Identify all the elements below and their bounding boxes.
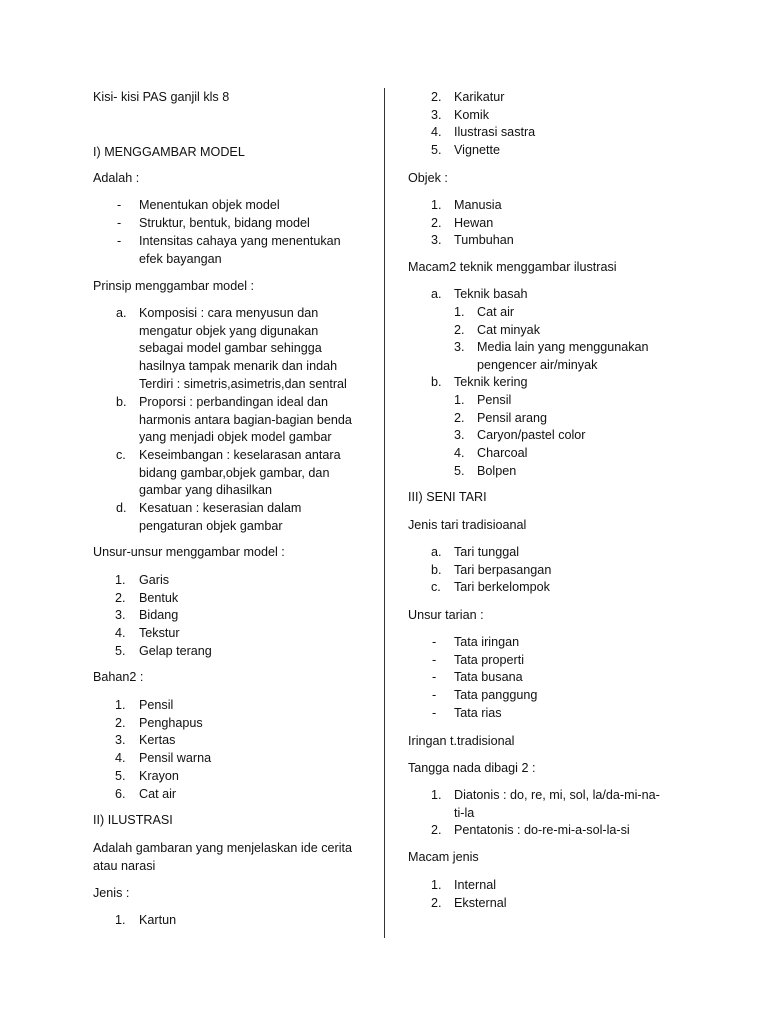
diatonis-text: ti-la — [454, 806, 475, 820]
list-item-text: gambar yang dihasilkan — [139, 483, 273, 498]
list-item-text: sebagai model gambar sehingga — [139, 341, 322, 356]
list-item-text: mengatur objek yang digunakan — [139, 323, 319, 338]
teknik-kering: Teknik kering — [454, 375, 528, 389]
label-jenis-tari: Jenis tari tradisioanal — [408, 518, 527, 532]
label-bahan: Bahan2 : — [93, 670, 144, 684]
list-number: 2. — [431, 215, 442, 230]
label-objek: Objek : — [408, 171, 448, 185]
list-item-text: Struktur, bentuk, bidang model — [139, 216, 310, 230]
list-number: 2. — [115, 715, 126, 730]
list-marker: d. — [116, 501, 127, 515]
list-number: 3. — [454, 428, 465, 443]
list-marker: - — [117, 234, 122, 248]
unsur-item: Bentuk — [139, 590, 179, 605]
unsur-tarian-item: Tata rias — [454, 705, 502, 720]
label-unsur: Unsur-unsur menggambar model : — [93, 545, 285, 559]
basah-item: Media lain yang menggunakan — [477, 340, 649, 354]
list-number: 2. — [431, 823, 442, 837]
column-divider — [384, 88, 385, 938]
list-number: 3. — [454, 340, 465, 354]
macam-item: Internal — [454, 878, 497, 892]
list-item-text: Komposisi : cara menyusun dan — [139, 306, 319, 320]
list-letter: c. — [431, 580, 441, 595]
section-heading: I) MENGGAMBAR MODEL — [93, 145, 245, 159]
jenis-tari-item: Tari berkelompok — [454, 580, 550, 595]
bahan-item: Cat air — [139, 786, 177, 801]
jenis-item: Ilustrasi sastra — [454, 125, 536, 140]
kering-item: Charcoal — [477, 446, 528, 461]
list-marker: - — [117, 198, 122, 212]
list-number: 1. — [115, 913, 126, 927]
list-number: 1. — [431, 198, 442, 212]
list-number: 5. — [454, 463, 465, 478]
list-number: 5. — [115, 643, 126, 658]
list-item-text: Intensitas cahaya yang menentukan — [139, 234, 341, 248]
list-marker: - — [432, 652, 437, 667]
list-number: 5. — [115, 768, 126, 783]
teknik-basah: Teknik basah — [454, 287, 528, 301]
bahan-item: Krayon — [139, 768, 179, 783]
list-number: 2. — [431, 895, 442, 910]
basah-item: Cat air — [477, 305, 515, 319]
jenis-item: Karikatur — [454, 90, 505, 104]
kering-item: Pensil — [477, 393, 512, 407]
list-number: 6. — [115, 786, 126, 801]
unsur-item: Tekstur — [139, 626, 180, 641]
ilustrasi-definition: Adalah gambaran yang menjelaskan ide cerita — [93, 841, 353, 855]
kering-item: Bolpen — [477, 463, 517, 478]
basah-item: pengencer air/minyak — [477, 358, 598, 372]
ilustrasi-definition: atau narasi — [93, 859, 156, 873]
list-number: 3. — [431, 107, 442, 122]
jenis-item: Vignette — [454, 143, 500, 158]
list-number: 5. — [431, 143, 442, 158]
bahan-item: Kertas — [139, 733, 176, 748]
label-unsur-tarian: Unsur tarian : — [408, 608, 484, 622]
list-item-text: Menentukan objek model — [139, 198, 280, 212]
kering-item: Caryon/pastel color — [477, 428, 586, 443]
basah-item: Cat minyak — [477, 322, 540, 337]
unsur-tarian-item: Tata iringan — [454, 635, 520, 649]
jenis-item: Kartun — [139, 913, 177, 927]
list-item-text: Kesatuan : keserasian dalam — [139, 501, 302, 515]
list-item-text: efek bayangan — [139, 251, 222, 266]
list-letter: b. — [431, 375, 442, 389]
list-number: 4. — [115, 626, 126, 641]
list-number: 1. — [454, 305, 465, 319]
list-marker: - — [432, 670, 437, 685]
list-marker: b. — [116, 395, 127, 409]
section-heading: II) ILUSTRASI — [93, 813, 173, 827]
unsur-tarian-item: Tata properti — [454, 652, 525, 667]
label-teknik: Macam2 teknik menggambar ilustrasi — [408, 260, 617, 274]
diatonis-text: Diatonis : do, re, mi, sol, la/da-mi-na- — [454, 788, 660, 802]
unsur-item: Garis — [139, 573, 170, 587]
list-number: 2. — [431, 90, 442, 104]
list-number: 2. — [454, 410, 465, 425]
unsur-tarian-item: Tata panggung — [454, 688, 538, 703]
unsur-item: Gelap terang — [139, 643, 212, 658]
kering-item: Pensil arang — [477, 410, 548, 425]
list-number: 3. — [115, 608, 126, 623]
list-number: 2. — [115, 590, 126, 605]
unsur-item: Bidang — [139, 608, 179, 623]
list-item-text: harmonis antara bagian-bagian benda — [139, 412, 352, 427]
bahan-item: Penghapus — [139, 715, 203, 730]
bahan-item: Pensil warna — [139, 751, 212, 766]
list-marker: - — [432, 688, 437, 703]
label-iringan: Iringan t.tradisional — [408, 734, 515, 748]
list-number: 1. — [115, 698, 126, 712]
list-item-text: Proporsi : perbandingan ideal dan — [139, 395, 329, 409]
objek-item: Tumbuhan — [454, 233, 514, 248]
macam-item: Eksternal — [454, 895, 507, 910]
list-item-text: Keseimbangan : keselarasan antara — [139, 448, 341, 462]
label-tangga-nada: Tangga nada dibagi 2 : — [408, 761, 536, 775]
list-number: 1. — [431, 878, 442, 892]
list-marker: - — [432, 705, 437, 720]
pentatonis-text: Pentatonis : do-re-mi-a-sol-la-si — [454, 823, 630, 837]
list-number: 1. — [431, 788, 442, 802]
section-heading: III) SENI TARI — [408, 490, 487, 504]
list-marker: a. — [116, 306, 127, 320]
list-number: 1. — [454, 393, 465, 407]
objek-item: Manusia — [454, 198, 502, 212]
list-letter: a. — [431, 287, 442, 301]
list-marker: - — [117, 216, 122, 230]
list-number: 4. — [115, 751, 126, 766]
label-macam-jenis: Macam jenis — [408, 850, 479, 864]
list-item-text: bidang gambar,objek gambar, dan — [139, 465, 330, 480]
list-number: 4. — [454, 446, 465, 461]
list-marker: c. — [116, 448, 126, 462]
list-number: 4. — [431, 125, 442, 140]
list-item-text: Terdiri : simetris,asimetris,dan sentral — [139, 376, 347, 391]
list-marker: - — [432, 635, 437, 649]
jenis-tari-item: Tari tunggal — [454, 545, 520, 559]
list-letter: b. — [431, 562, 442, 577]
label-jenis: Jenis : — [93, 886, 130, 900]
jenis-tari-item: Tari berpasangan — [454, 562, 552, 577]
list-number: 3. — [115, 733, 126, 748]
list-number: 1. — [115, 573, 126, 587]
list-number: 2. — [454, 322, 465, 337]
label-adalah: Adalah : — [93, 171, 140, 185]
list-letter: a. — [431, 545, 442, 559]
list-item-text: pengaturan objek gambar — [139, 518, 283, 533]
label-prinsip: Prinsip menggambar model : — [93, 279, 254, 293]
jenis-item: Komik — [454, 107, 489, 122]
list-number: 3. — [431, 233, 442, 248]
document-title: Kisi- kisi PAS ganjil kls 8 — [93, 90, 230, 104]
list-item-text: hasilnya tampak menarik dan indah — [139, 359, 338, 374]
objek-item: Hewan — [454, 215, 494, 230]
unsur-tarian-item: Tata busana — [454, 670, 523, 685]
list-item-text: yang menjadi objek model gambar — [139, 430, 332, 445]
bahan-item: Pensil — [139, 698, 174, 712]
